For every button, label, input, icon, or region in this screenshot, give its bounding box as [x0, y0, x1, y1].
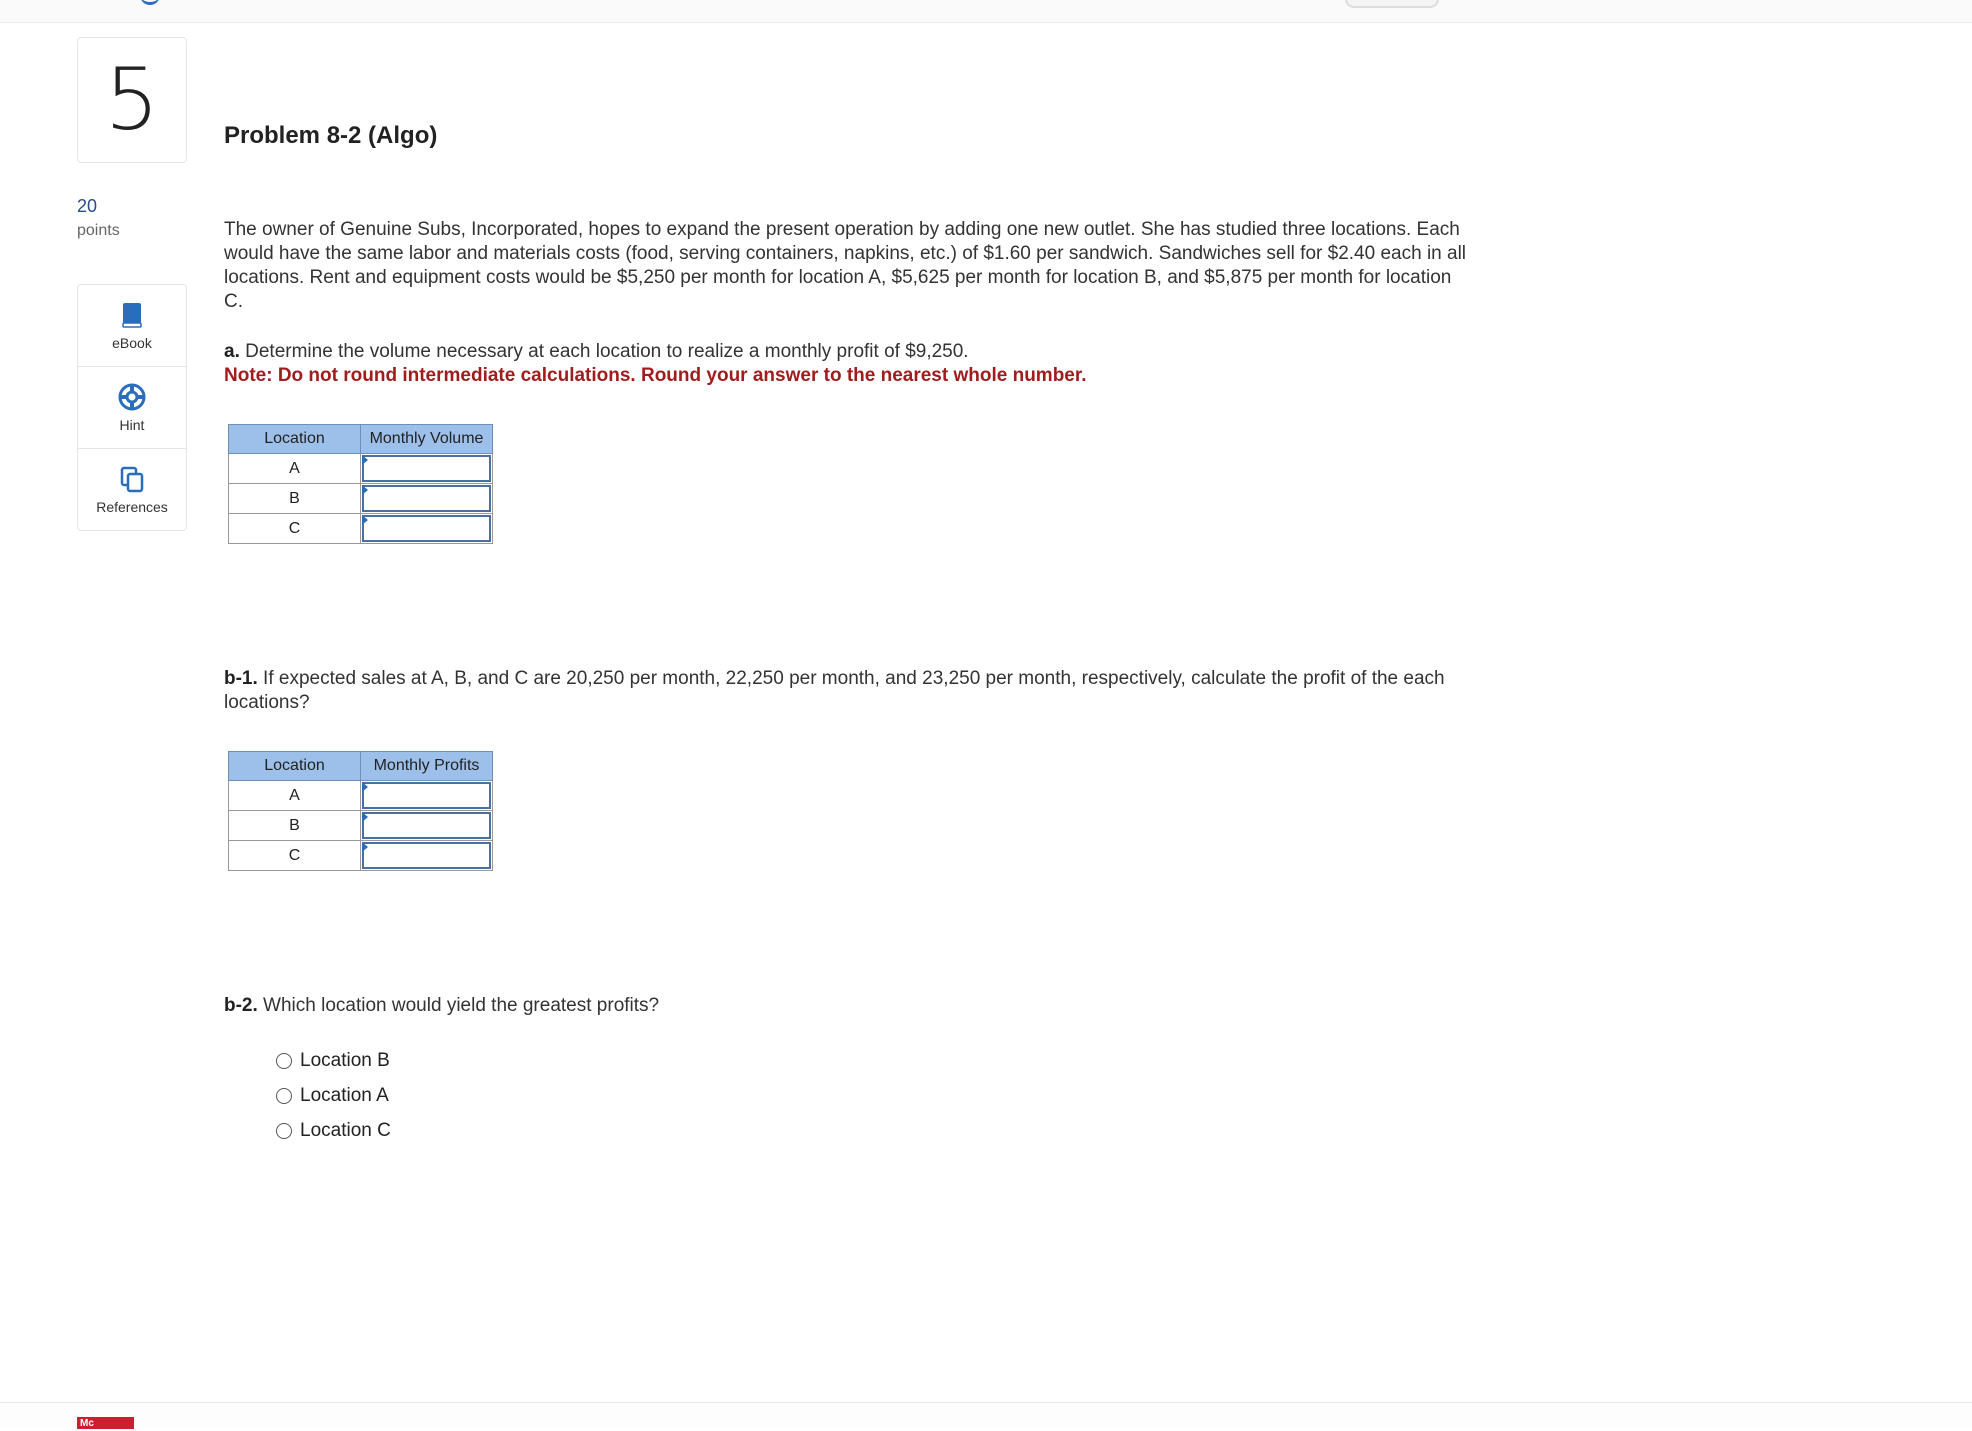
volume-input-c[interactable]: [362, 515, 491, 542]
book-icon: [118, 301, 146, 329]
table-row: [229, 484, 493, 514]
radio-button[interactable]: [276, 1123, 292, 1139]
points-value: 20: [77, 196, 98, 216]
table-row: [229, 514, 493, 544]
part-b2-label: b-2.: [224, 995, 258, 1016]
input-marker-icon: [362, 812, 368, 822]
volume-input-a[interactable]: [362, 455, 491, 482]
radio-button[interactable]: [276, 1053, 292, 1069]
location-cell: A: [229, 781, 361, 811]
copy-icon: [118, 465, 146, 493]
volume-input-b[interactable]: [362, 485, 491, 512]
location-cell: C: [229, 841, 361, 871]
profits-table-header-location: Location: [229, 752, 361, 781]
radio-button[interactable]: [276, 1088, 292, 1104]
profit-input-a[interactable]: [362, 782, 491, 809]
profits-table: [228, 751, 493, 871]
part-b2-question: [224, 994, 1474, 1018]
publisher-logo: Mc: [77, 1417, 134, 1429]
radio-label: Location B: [300, 1049, 390, 1071]
part-b2-text: Which location would yield the greatest profits?: [257, 995, 660, 1016]
location-radio-group: [276, 1043, 391, 1148]
lifebuoy-icon: [118, 383, 146, 411]
part-a-question: [224, 340, 1474, 388]
part-b1-question: [224, 667, 1474, 715]
table-row: [229, 841, 493, 871]
top-right-control[interactable]: [1345, 0, 1439, 8]
points-label: points: [77, 222, 120, 239]
radio-option-location-c[interactable]: [276, 1113, 391, 1148]
part-a-note: Note: Do not round intermediate calculations. Round your answer to the nearest whole number.: [224, 365, 1087, 386]
footer-bar: [0, 1402, 1972, 1427]
profits-table-header-profits: Monthly Profits: [361, 752, 493, 781]
problem-title: Problem 8-2 (Algo): [224, 122, 438, 149]
progress-indicator: [140, 0, 160, 5]
top-bar: [0, 0, 1972, 23]
radio-label: Location A: [300, 1084, 389, 1106]
part-b1-text: If expected sales at A, B, and C are 20,250 per month, 22,250 per month, and 23,250 per month, respectively, calculate the profit of the each locations?: [224, 668, 1445, 713]
profit-input-b[interactable]: [362, 812, 491, 839]
hint-button[interactable]: [78, 367, 186, 449]
references-button[interactable]: [78, 449, 186, 530]
ebook-label: eBook: [112, 334, 152, 351]
problem-intro: The owner of Genuine Subs, Incorporated, hopes to expand the present operation by adding one new outlet. She has studied three locations. Each would have the same labor and materials costs (food, serving containers, napkins, etc.) of $1.60 per sandwich. Sandwiches sell for $2.40 each in all locations. Rent and equipment costs would be $5,250 per month for location A, $5,625 per month for location B, and $5,875 per month for location C.: [224, 219, 1467, 312]
table-row: [229, 454, 493, 484]
volume-table-header-location: Location: [229, 425, 361, 454]
table-row: [229, 781, 493, 811]
volume-table-header-volume: Monthly Volume: [361, 425, 493, 454]
part-a-text: Determine the volume necessary at each location to realize a monthly profit of $9,250.: [239, 341, 969, 362]
input-marker-icon: [362, 485, 368, 495]
input-marker-icon: [362, 515, 368, 525]
question-number: 5: [77, 37, 187, 163]
part-b1-label: b-1.: [224, 668, 258, 689]
ebook-button[interactable]: [78, 285, 186, 367]
input-marker-icon: [362, 455, 368, 465]
tools-panel: [77, 284, 187, 531]
radio-option-location-a[interactable]: [276, 1078, 391, 1113]
radio-option-location-b[interactable]: [276, 1043, 391, 1078]
radio-label: Location C: [300, 1119, 391, 1141]
location-cell: B: [229, 811, 361, 841]
volume-table: [228, 424, 493, 544]
profit-input-c[interactable]: [362, 842, 491, 869]
input-marker-icon: [362, 842, 368, 852]
part-a-label: a.: [224, 341, 240, 362]
location-cell: B: [229, 484, 361, 514]
table-row: [229, 811, 493, 841]
input-marker-icon: [362, 782, 368, 792]
location-cell: A: [229, 454, 361, 484]
references-label: References: [96, 498, 168, 515]
location-cell: C: [229, 514, 361, 544]
hint-label: Hint: [119, 416, 145, 433]
